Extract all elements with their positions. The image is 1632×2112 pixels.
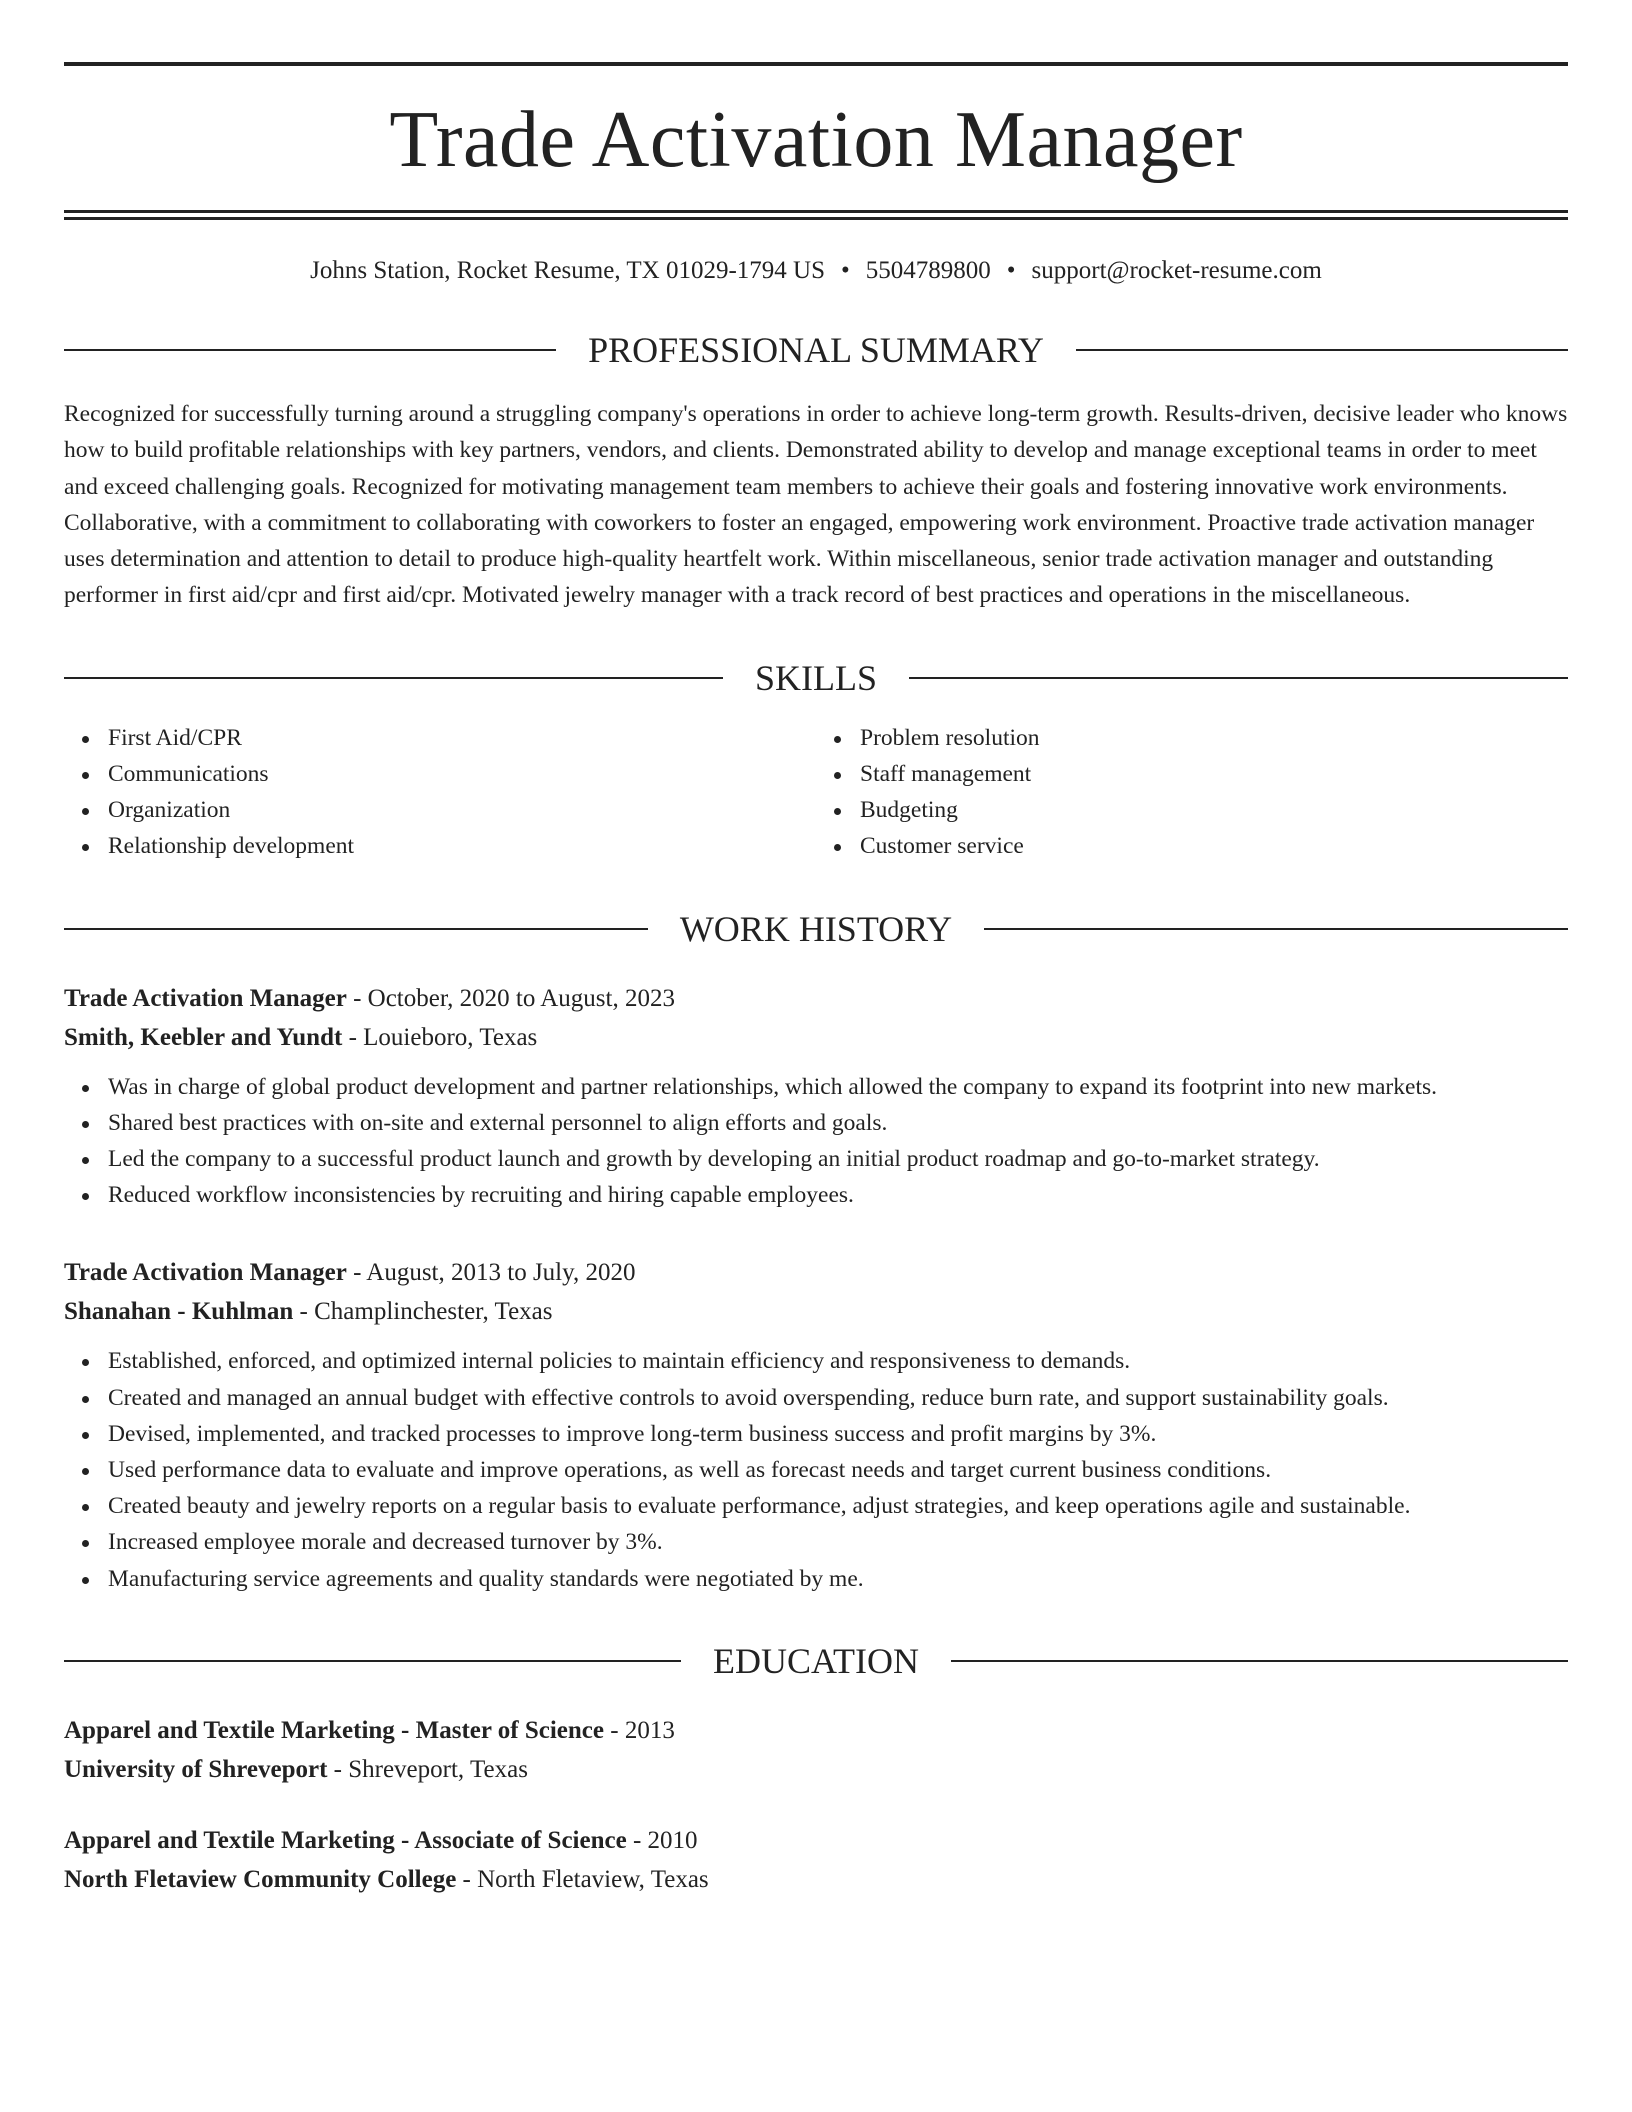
education-degree-line xyxy=(64,1711,1568,1750)
education-year: - 2010 xyxy=(626,1826,698,1854)
education-school: North Fletaview Community College xyxy=(64,1865,457,1893)
skill-item: Communications xyxy=(108,756,816,792)
job-bullet: Shared best practices with on-site and external personnel to align efforts and goals. xyxy=(108,1105,1568,1141)
skills-column-left xyxy=(64,720,816,865)
job-company: Smith, Keebler and Yundt xyxy=(64,1023,343,1051)
heading-rule xyxy=(64,677,723,679)
education-year: - 2013 xyxy=(604,1716,675,1744)
job-bullet: Devised, implemented, and tracked processes to improve long-term business success and profit margins by 3%. xyxy=(108,1416,1568,1452)
job-bullet: Was in charge of global product development and partner relationships, which allowed the company to expand its footprint into new markets. xyxy=(108,1069,1568,1105)
job-entry xyxy=(64,1253,1568,1596)
education-entry xyxy=(64,1821,1568,1899)
education-heading: EDUCATION xyxy=(713,1640,919,1681)
section-heading-education xyxy=(64,1641,1568,1681)
education-school: University of Shreveport xyxy=(64,1755,328,1783)
education-school-line xyxy=(64,1750,1568,1789)
skill-item: Budgeting xyxy=(860,792,1568,828)
resume-page xyxy=(64,62,1568,1899)
job-company-line xyxy=(64,1292,1568,1331)
education-location: - Shreveport, Texas xyxy=(327,1755,528,1783)
job-bullet: Manufacturing service agreements and quality standards were negotiated by me. xyxy=(108,1561,1568,1597)
skills-list xyxy=(64,720,1568,865)
contact-email[interactable]: support@rocket-resume.com xyxy=(1031,257,1322,284)
job-bullets xyxy=(64,1069,1568,1214)
heading-rule xyxy=(909,677,1568,679)
contact-address: Johns Station, Rocket Resume, TX 01029-1794 US xyxy=(310,257,825,284)
job-title-line xyxy=(64,1253,1568,1292)
job-bullet: Led the company to a successful product launch and growth by developing an initial product roadmap and go-to-market strategy. xyxy=(108,1141,1568,1177)
education-degree-line xyxy=(64,1821,1568,1860)
job-bullets xyxy=(64,1343,1568,1596)
heading-rule xyxy=(64,349,556,351)
education-degree: Apparel and Textile Marketing - Master of Science xyxy=(64,1716,604,1744)
heading-rule xyxy=(64,1660,681,1662)
contact-separator: • xyxy=(1006,257,1016,284)
summary-text: Recognized for successfully turning around a struggling company's operations in order to achieve long-term growth. Results-driven, decisive leader who knows how to build profitable relationships with key partners, vendors, and clients. Demonstrated ability to develop and manage exceptional teams in order to meet and exceed challenging goals. Recognized for motivating management team members to achieve their goals and fostering innovative work environments. Collaborative, with a commitment to collaborating with coworkers to foster an engaged, empowering work environment. Proactive trade activation manager uses determination and attention to detail to produce high-quality heartfelt work. Within miscellaneous, senior trade activation manager and outstanding performer in first aid/cpr and first aid/cpr. Motivated jewelry manager with a track record of best practices and operations in the miscellaneous. xyxy=(64,401,1568,609)
job-dates: - August, 2013 to July, 2020 xyxy=(346,1259,636,1287)
resume-title: Trade Activation Manager xyxy=(389,96,1243,184)
skill-item: Organization xyxy=(108,792,816,828)
job-bullet: Created beauty and jewelry reports on a regular basis to evaluate performance, adjust strategies, and keep operations agile and sustainable. xyxy=(108,1488,1568,1524)
education-entry xyxy=(64,1711,1568,1789)
job-bullet: Reduced workflow inconsistencies by recruiting and hiring capable employees. xyxy=(108,1177,1568,1213)
skill-item: Staff management xyxy=(860,756,1568,792)
job-company-line xyxy=(64,1018,1568,1057)
heading-rule xyxy=(64,928,648,930)
job-bullet: Created and managed an annual budget with effective controls to avoid overspending, reduce burn rate, and support sustainability goals. xyxy=(108,1380,1568,1416)
job-company: Shanahan - Kuhlman xyxy=(64,1298,294,1326)
contact-phone[interactable]: 5504789800 xyxy=(865,257,991,284)
contact-line xyxy=(64,256,1568,286)
education-degree: Apparel and Textile Marketing - Associate of Science xyxy=(64,1826,627,1854)
skill-item: Relationship development xyxy=(108,828,816,864)
heading-rule xyxy=(984,928,1568,930)
job-location: - Champlinchester, Texas xyxy=(293,1298,553,1326)
job-title: Trade Activation Manager xyxy=(64,1259,347,1287)
job-bullet: Used performance data to evaluate and improve operations, as well as forecast needs and target current business conditions. xyxy=(108,1452,1568,1488)
skills-heading: SKILLS xyxy=(755,657,878,698)
education-location: - North Fletaview, Texas xyxy=(456,1865,709,1893)
title-double-rule xyxy=(64,210,1568,220)
job-location: - Louieboro, Texas xyxy=(342,1023,538,1051)
section-heading-summary xyxy=(64,330,1568,370)
job-bullet: Established, enforced, and optimized internal policies to maintain efficiency and responsiveness to demands. xyxy=(108,1343,1568,1379)
skill-item: First Aid/CPR xyxy=(108,720,816,756)
job-title: Trade Activation Manager xyxy=(64,984,347,1012)
job-title-line xyxy=(64,979,1568,1018)
job-bullet: Increased employee morale and decreased turnover by 3%. xyxy=(108,1524,1568,1560)
job-entry xyxy=(64,979,1568,1214)
contact-separator: • xyxy=(840,257,850,284)
summary-heading: PROFESSIONAL SUMMARY xyxy=(588,330,1044,370)
heading-rule xyxy=(951,1660,1568,1662)
job-dates: - October, 2020 to August, 2023 xyxy=(346,984,675,1012)
section-heading-work xyxy=(64,909,1568,949)
work-heading: WORK HISTORY xyxy=(679,908,953,949)
heading-rule xyxy=(1076,349,1568,351)
skills-column-right xyxy=(816,720,1568,865)
skill-item: Customer service xyxy=(860,828,1568,864)
skill-item: Problem resolution xyxy=(860,720,1568,756)
section-heading-skills xyxy=(64,658,1568,698)
education-school-line xyxy=(64,1860,1568,1899)
